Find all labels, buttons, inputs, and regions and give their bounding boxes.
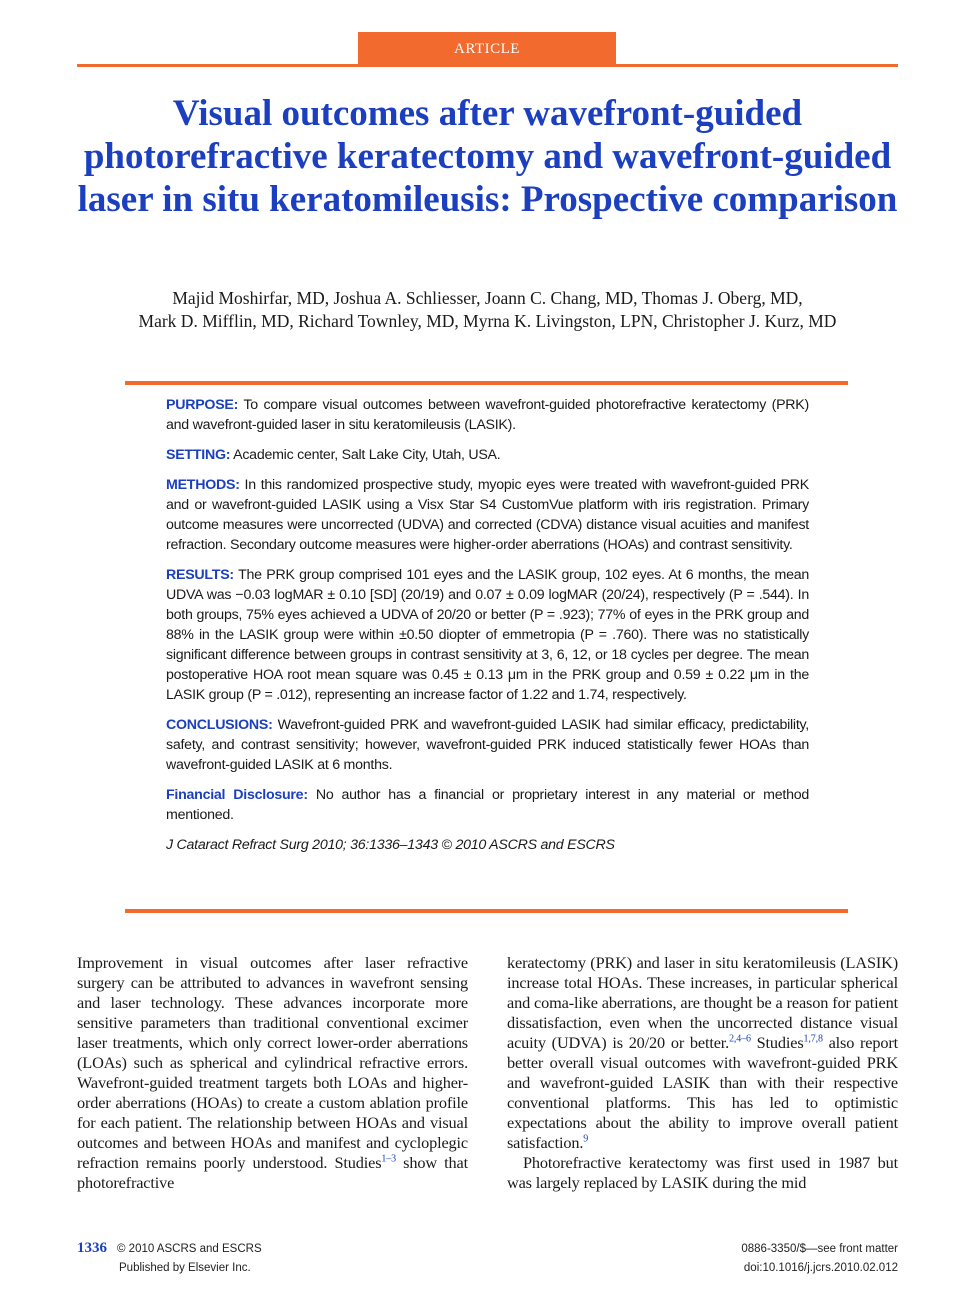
footer-left (77, 1240, 262, 1257)
author-line-1: Majid Moshirfar, MD, Joshua A. Schliesser, Joann C. Chang, MD, Thomas J. Oberg, MD, (172, 288, 803, 308)
results-text: The PRK group comprised 101 eyes and the LASIK group, 102 eyes. At 6 months, the mean UDVA was −0.03 logMAR ± 0.10 [SD] (20/19) and 0.07 ± 0.09 logMAR (20/24), respectively (P = .544). In both groups, 75% eyes achieved a UDVA of 20/20 or better (P = .923); 77% of eyes in the PRK group and 88% in the LASIK group were within ±0.50 diopter of emmetropia (P = .760). There was no statistically significant difference between groups in contrast sensitivity at 3, 6, 12, or 18 cycles per degree. The mean postoperative HOA root mean square was 0.45 ± 0.13 μm in the PRK group and 0.59 ± 0.22 μm in the LASIK group (P = .012), representing an increase factor of 1.22 and 1.74, respectively. (166, 567, 809, 703)
purpose-label: PURPOSE: (166, 397, 239, 413)
setting-text: Academic center, Salt Lake City, Utah, USA. (230, 447, 501, 463)
purpose-text: To compare visual outcomes between wavefront-guided photorefractive keratectomy (PRK) and wavefront-guided laser in situ keratomileusis (LASIK). (166, 397, 809, 433)
page-number: 1336 (77, 1240, 107, 1256)
header-rule (77, 64, 898, 67)
methods-label: METHODS: (166, 477, 240, 493)
body-text: also report better overall visual outcomes with wavefront-guided PRK and wavefront-guided LASIK than with their respective conventional platforms. This has led to optimistic expectations about the ability to improve overall patient satisfaction. (507, 1033, 899, 1152)
abstract (166, 395, 809, 865)
body-text: show that photorefractive (77, 1153, 468, 1192)
footer-publisher: Published by Elsevier Inc. (119, 1262, 251, 1274)
author-list (77, 287, 898, 333)
body-column-left (77, 953, 468, 1193)
methods-text: In this randomized prospective study, myopic eyes were treated with wavefront-guided PRK and or wavefront-guided LASIK using a Visx Star S4 CustomVue platform with iris registration. Primary outcome measures were uncorrected (UDVA) and corrected (CDVA) distance visual acuities and manifest refraction. Secondary outcome measures were higher-order aberrations (HOAs) and contrast sensitivity. (166, 477, 809, 553)
conclusions-text: Wavefront-guided PRK and wavefront-guided LASIK had similar efficacy, predictability, safety, and contrast sensitivity; however, wavefront-guided PRK induced statistically fewer HOAs than wavefront-guided LASIK at 6 months. (166, 717, 809, 773)
abstract-purpose (166, 395, 809, 435)
results-label: RESULTS: (166, 567, 234, 583)
abstract-setting (166, 445, 809, 465)
body-paragraph: Photorefractive keratectomy was first used in 1987 but was largely replaced by LASIK during the mid (507, 1153, 898, 1192)
body-column-right (507, 953, 898, 1193)
footer-doi[interactable]: doi:10.1016/j.jcrs.2010.02.012 (743, 1262, 898, 1274)
abstract-methods (166, 475, 809, 555)
article-title: Visual outcomes after wavefront-guided photorefractive keratectomy and wavefront-guided laser in situ keratomileusis: Prospective comparison (77, 93, 898, 220)
disclosure-label: Financial Disclosure: (166, 787, 308, 803)
abstract-bottom-rule (125, 909, 848, 913)
body-text: Studies (750, 1033, 804, 1052)
body-text: keratectomy (PRK) and laser in situ keratomileusis (LASIK) increase total HOAs. These increases, in particular spherical and coma-like aberrations, are thought be a reason for patient dissatisfaction, even when the uncorrected distance visual acuity (UDVA) is 20/20 or better. (507, 953, 898, 1052)
abstract-conclusions (166, 715, 809, 775)
body-paragraph (507, 953, 898, 1153)
abstract-disclosure (166, 785, 809, 825)
article-type-tab: ARTICLE (358, 32, 616, 65)
reference-link[interactable]: 1,7,8 (803, 1033, 823, 1045)
reference-link[interactable]: 1–3 (381, 1153, 396, 1165)
author-line-2: Mark D. Mifflin, MD, Richard Townley, MD, Myrna K. Livingston, LPN, Christopher J. Kurz, MD (138, 311, 837, 331)
footer-issn: 0886-3350/$—see front matter (741, 1243, 898, 1255)
abstract-top-rule (125, 381, 848, 385)
disclosure-text: No author has a financial or proprietary interest in any material or method mentioned. (166, 787, 809, 823)
reference-link[interactable]: 9 (583, 1133, 589, 1145)
body-paragraph (77, 953, 468, 1193)
journal-citation: J Cataract Refract Surg 2010; 36:1336–1343 © 2010 ASCRS and ESCRS (166, 837, 615, 853)
conclusions-label: CONCLUSIONS: (166, 717, 273, 733)
reference-link[interactable]: 2,4–6 (729, 1033, 751, 1045)
body-text: Improvement in visual outcomes after laser refractive surgery can be attributed to advances in wavefront sensing and laser technology. These advances incorporate more sensitive parameters than traditional conventional excimer laser treatments, which only correct lower-order aberrations (LOAs) such as spherical and cylindrical refractive errors. Wavefront-guided treatment targets both LOAs and higher-order aberrations (HOAs) to create a custom ablation profile for each patient. The relationship between HOAs and visual outcomes and between HOAs and manifest and cycloplegic refraction remains poorly understood. Studies (77, 953, 468, 1172)
footer-copyright: © 2010 ASCRS and ESCRS (117, 1243, 262, 1255)
setting-label: SETTING: (166, 447, 231, 463)
abstract-results (166, 565, 809, 705)
